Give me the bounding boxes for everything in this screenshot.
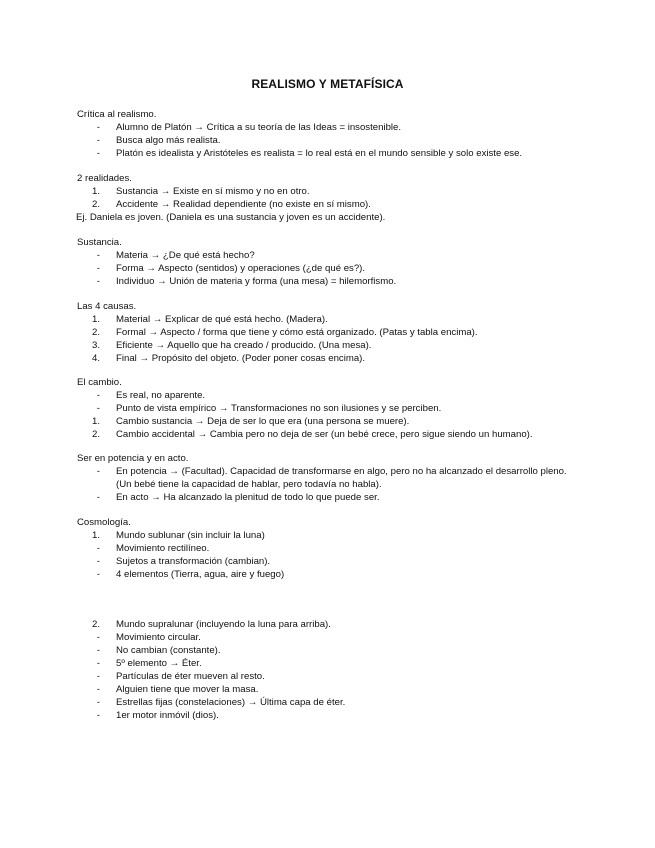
list-item	[0, 529, 655, 542]
list-item	[0, 683, 655, 696]
list-item	[0, 275, 655, 288]
dash-bullet: -	[96, 671, 100, 682]
dash-bullet: -	[96, 250, 100, 261]
list-item-text: Movimiento rectilíneo.	[116, 543, 210, 554]
section-heading	[0, 236, 655, 249]
list-item-text: Es real, no aparente.	[116, 390, 206, 401]
list-number: 1.	[91, 314, 100, 325]
dash-bullet: -	[96, 645, 100, 656]
document-title: REALISMO Y METAFÍSICA	[251, 77, 404, 91]
list-item	[0, 465, 655, 478]
dash-bullet: -	[96, 276, 100, 287]
list-item	[0, 542, 655, 555]
list-item	[0, 249, 655, 262]
list-item	[0, 339, 655, 352]
section	[0, 452, 655, 504]
list-item-text: Sustancia → Existe en sí mismo y no en otro.	[116, 186, 310, 197]
section	[0, 172, 655, 224]
list-item	[0, 555, 655, 568]
section-heading	[0, 108, 655, 121]
list-item	[0, 670, 655, 683]
dash-bullet: -	[96, 263, 100, 274]
section-heading-text: Cosmología.	[77, 517, 131, 528]
section-heading	[0, 300, 655, 313]
section-heading	[0, 172, 655, 185]
list-item	[0, 644, 655, 657]
section-heading-text: Sustancia.	[77, 237, 122, 248]
dash-bullet: -	[96, 569, 100, 580]
list-number: 2.	[91, 619, 100, 630]
list-item-text: En acto → Ha alcanzado la plenitud de todo lo que puede ser.	[116, 492, 380, 503]
section-heading	[0, 452, 655, 465]
list-item-text: Estrellas fijas (constelaciones) → Última capa de éter.	[116, 697, 346, 708]
list-item-text: Movimiento circular.	[116, 632, 201, 643]
list-item-text: Sujetos a transformación (cambian).	[116, 556, 271, 567]
list-number: 4.	[91, 353, 100, 364]
list-item	[0, 428, 655, 441]
list-item-text: Final → Propósito del objeto. (Poder poner cosas encima).	[116, 353, 366, 364]
list-item	[0, 352, 655, 365]
list-item	[0, 696, 655, 709]
list-item-text: Alguien tiene que mover la masa.	[116, 684, 259, 695]
list-number: 1.	[91, 416, 100, 427]
list-item-text: Forma → Aspecto (sentidos) y operaciones (¿de qué es?).	[116, 263, 366, 274]
list-item-text: Cambio accidental → Cambia pero no deja de ser (un bebé crece, pero sigue siendo un humano).	[116, 429, 533, 440]
example-note	[0, 211, 655, 224]
list-item	[0, 134, 655, 147]
section	[0, 300, 655, 365]
list-item-text: Individuo → Unión de materia y forma (una mesa) = hilemorfismo.	[116, 276, 397, 287]
dash-bullet: -	[96, 556, 100, 567]
list-item-text: Mundo sublunar (sin incluir la luna)	[116, 530, 265, 541]
list-item-text: 1er motor inmóvil (dios).	[116, 710, 219, 721]
list-item	[0, 185, 655, 198]
list-item-text: Partículas de éter mueven al resto.	[116, 671, 265, 682]
list-item	[0, 618, 655, 631]
list-number: 2.	[91, 199, 100, 210]
section	[0, 618, 655, 722]
dash-bullet: -	[96, 710, 100, 721]
list-item	[0, 631, 655, 644]
section	[0, 236, 655, 288]
list-item-text: Formal → Aspecto / forma que tiene y cómo está organizado. (Patas y tabla encima).	[116, 327, 478, 338]
dash-bullet: -	[96, 466, 100, 477]
list-number: 2.	[91, 429, 100, 440]
list-item-text: Eficiente → Aquello que ha creado / producido. (Una mesa).	[116, 340, 372, 351]
list-item-text: 4 elementos (Tierra, agua, aire y fuego)	[116, 569, 285, 580]
list-item-text: Busca algo más realista.	[116, 135, 221, 146]
dash-bullet: -	[96, 492, 100, 503]
list-item-text: No cambian (constante).	[116, 645, 221, 656]
list-item	[0, 313, 655, 326]
dash-bullet: -	[96, 632, 100, 643]
list-item	[0, 402, 655, 415]
section-heading-text: El cambio.	[77, 377, 122, 388]
list-number: 1.	[91, 530, 100, 541]
list-item	[0, 709, 655, 722]
section	[0, 516, 655, 581]
dash-bullet: -	[96, 697, 100, 708]
list-item-text: Cambio sustancia → Deja de ser lo que era (una persona se muere).	[116, 416, 410, 427]
list-item-text: Alumno de Platón → Crítica a su teoría de las Ideas = insostenible.	[116, 122, 402, 133]
list-item-text: Platón es idealista y Aristóteles es realista = lo real está en el mundo sensible y solo existe ese.	[116, 148, 523, 159]
list-item	[0, 121, 655, 134]
list-item-text: Material → Explicar de qué está hecho. (Madera).	[116, 314, 328, 325]
list-item	[0, 389, 655, 402]
example-note-text: Ej. Daniela es joven. (Daniela es una sustancia y joven es un accidente).	[76, 212, 386, 223]
section-heading-text: Ser en potencia y en acto.	[77, 453, 189, 464]
section	[0, 108, 655, 160]
dash-bullet: -	[96, 543, 100, 554]
list-number: 1.	[91, 186, 100, 197]
list-item	[0, 147, 655, 160]
list-number: 2.	[91, 327, 100, 338]
list-item-text: Accidente → Realidad dependiente (no existe en sí mismo).	[116, 199, 371, 210]
list-item-text: Punto de vista empírico → Transformaciones no son ilusiones y se perciben.	[116, 403, 442, 414]
list-number: 3.	[91, 340, 100, 351]
list-item-text: (Un bebé tiene la capacidad de hablar, pero todavía no habla).	[116, 479, 382, 490]
dash-bullet: -	[96, 148, 100, 159]
section	[0, 376, 655, 441]
dash-bullet: -	[96, 135, 100, 146]
list-item	[0, 198, 655, 211]
dash-bullet: -	[96, 122, 100, 133]
list-item	[0, 491, 655, 504]
dash-bullet: -	[96, 658, 100, 669]
dash-bullet: -	[96, 403, 100, 414]
list-item	[0, 478, 655, 491]
section-heading-text: 2 realidades.	[77, 173, 132, 184]
section-heading	[0, 516, 655, 529]
list-item-text: Materia → ¿De qué está hecho?	[116, 250, 255, 261]
section-heading	[0, 376, 655, 389]
list-item-text: Mundo supralunar (incluyendo la luna para arriba).	[116, 619, 331, 630]
list-item	[0, 568, 655, 581]
list-item	[0, 657, 655, 670]
list-item	[0, 326, 655, 339]
list-item	[0, 415, 655, 428]
list-item-text: En potencia → (Facultad). Capacidad de transformarse en algo, pero no ha alcanzado el desarrollo pleno.	[116, 466, 567, 477]
dash-bullet: -	[96, 390, 100, 401]
section-heading-text: Crítica al realismo.	[77, 109, 157, 120]
dash-bullet: -	[96, 684, 100, 695]
list-item-text: 5º elemento → Éter.	[116, 658, 202, 669]
section-heading-text: Las 4 causas.	[77, 301, 137, 312]
list-item	[0, 262, 655, 275]
